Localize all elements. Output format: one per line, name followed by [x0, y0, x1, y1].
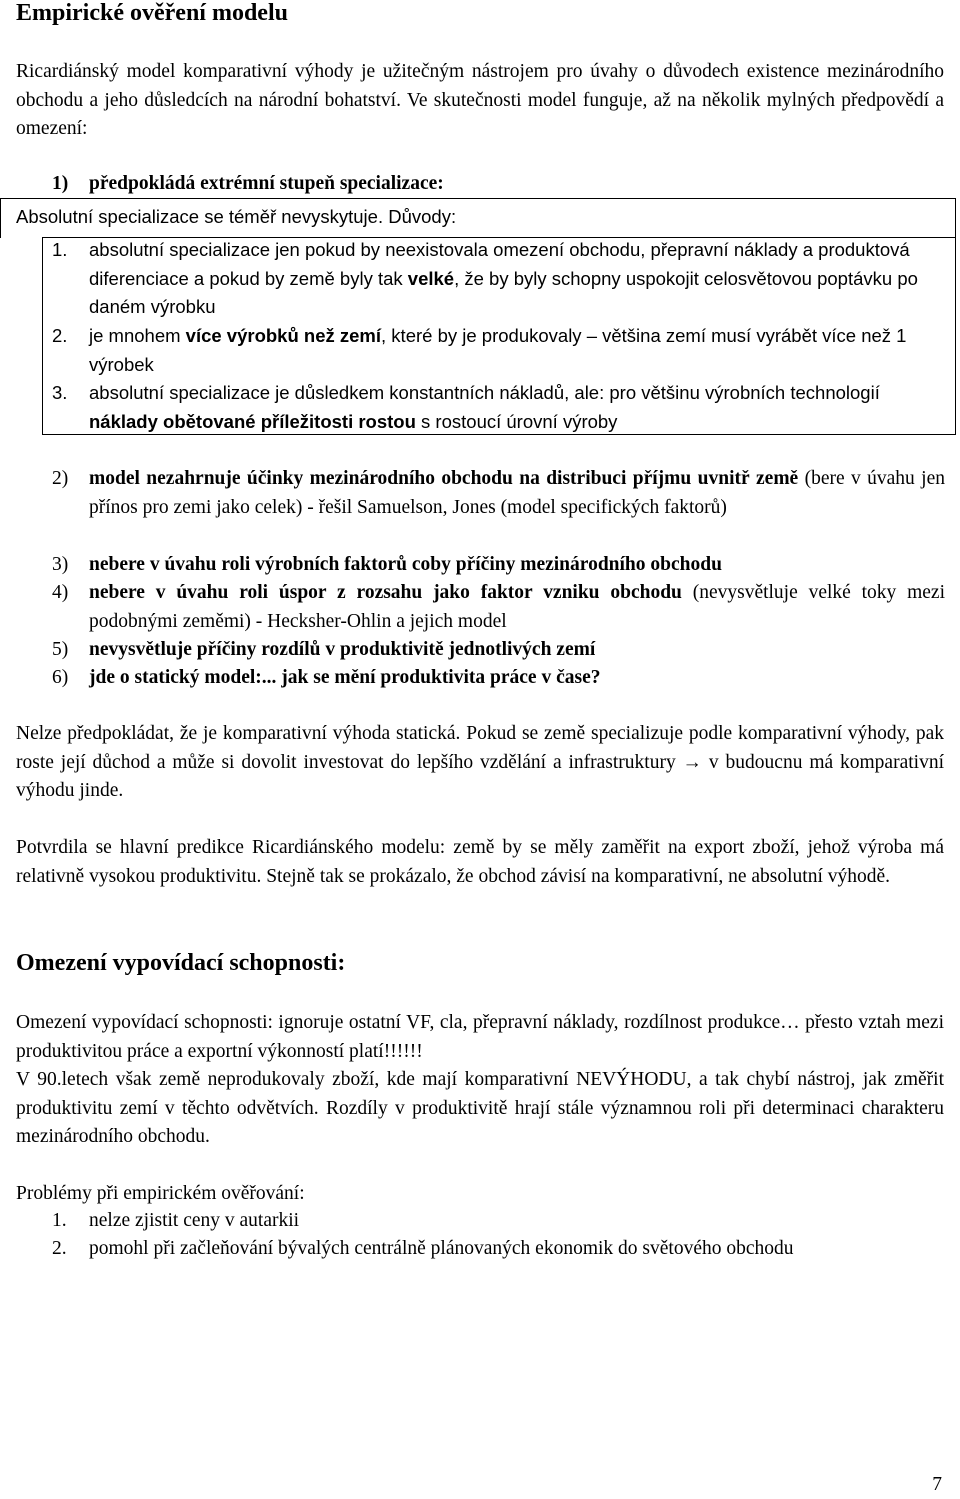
section-heading: Omezení vypovídací schopnosti: — [16, 950, 346, 976]
emphasis-text: více výrobků než zemí — [185, 325, 382, 346]
emphasis-text: nebere v úvahu roli úspor z rozsahu jako faktor vzniku obchodu — [89, 582, 682, 603]
body-text: , že by byly schopny uspokojit celosvětovou poptávku po daném výrobku — [89, 267, 918, 317]
reason-text — [89, 236, 949, 322]
list-item — [89, 664, 949, 693]
item-number: 2) — [52, 468, 69, 489]
page-number: 7 — [932, 1474, 942, 1495]
reason-number: 1. — [52, 239, 68, 260]
list-item — [89, 551, 949, 580]
emphasis-text: nebere v úvahu roli výrobních faktorů coby příčiny mezinárodního obchodu — [89, 554, 722, 575]
reason-text — [89, 379, 949, 436]
item1-heading: předpokládá extrémní stupeň specializace: — [89, 173, 444, 194]
list-item — [89, 579, 945, 636]
emphasis-text: model nezahrnuje účinky mezinárodního obchodu na distribuci příjmu uvnitř země — [89, 468, 799, 489]
list-item — [89, 465, 945, 522]
item-number: 4) — [52, 582, 69, 603]
specialization-note: Absolutní specializace se téměř nevyskytuje. Důvody: — [16, 206, 457, 227]
item-number: 3) — [52, 554, 69, 575]
reason-number: 2. — [52, 325, 68, 346]
page-title: Empirické ověření modelu — [16, 0, 288, 26]
prediction-paragraph: Potvrdila se hlavní predikce Ricardiánského modelu: země by se měly zaměřit na export zboží, jehož výroba má relativně vysokou produktivitu. Stejně tak se prokázalo, že obchod závisí na komparativní, ne absolutní výhodě. — [16, 837, 944, 887]
body-text: absolutní specializace je důsledkem konstantních nákladů, ale: pro většinu výrobních technologií — [89, 382, 880, 403]
item1-number: 1) — [52, 173, 69, 194]
problem-number: 2. — [52, 1238, 67, 1259]
emphasis-text: jde o statický model:... jak se mění produktivita práce v čase? — [89, 667, 601, 688]
body-text: (bere v úvahu jen přínos pro zemi jako celek) - řešil Samuelson, Jones (model specifických faktorů) — [89, 468, 945, 518]
problem-number: 1. — [52, 1210, 67, 1231]
item-number: 5) — [52, 639, 69, 660]
body-text: , které by je produkovaly – většina zemí musí vyrábět více než 1 výrobek — [89, 325, 907, 375]
list-item — [89, 636, 949, 665]
reason-text — [89, 322, 939, 379]
body-text: absolutní specializace jen pokud by neexistovala omezení obchodu, přepravní náklady a produktová diferenciace a pokud by země byly tak — [89, 239, 910, 289]
body-text: je mnohem — [89, 325, 186, 346]
emphasis-text: nevysvětluje příčiny rozdílů v produktivitě jednotlivých zemí — [89, 639, 596, 660]
emphasis-text: velké — [407, 267, 455, 289]
body-text: s rostoucí úrovní výroby — [415, 410, 618, 432]
limits-paragraph: Omezení vypovídací schopnosti: ignoruje ostatní VF, cla, přepravní náklady, rozdílnost produkce… přesto vztah mezi produktivitou práce a exportní výkonností platí!!!!!! — [16, 1012, 944, 1062]
intro-paragraph: Ricardiánský model komparativní výhody je užitečným nástrojem pro úvahy o důvodech existence mezinárodního obchodu a jeho důsledcích na národní bohatství. Ve skutečnosti model funguje, až na několik mylných předpovědí a omezení: — [16, 61, 944, 139]
emphasis-text: náklady obětované příležitosti rostou — [89, 410, 416, 432]
reason-number: 3. — [52, 382, 68, 403]
static-advantage-paragraph: Nelze předpokládat, že je komparativní výhoda statická. Pokud se země specializuje podle komparativní výhody, pak roste její důchod a může si dovolit investovat do lepšího vzdělání a infrastruktury → v budoucnu má komparativní výhodu jinde. — [16, 723, 944, 801]
item-number: 6) — [52, 667, 69, 688]
body-text: (nevysvětluje velké toky mezi podobnými zeměmi) - Hecksher-Ohlin a jejich model — [89, 582, 945, 632]
problems-heading: Problémy při empirickém ověřování: — [16, 1183, 305, 1204]
problem-item: nelze zjistit ceny v autarkii — [89, 1210, 300, 1231]
problem-item: pomohl při začleňování bývalých centrálně plánovaných ekonomik do světového obchodu — [89, 1238, 794, 1259]
limits-paragraph-2: V 90.letech však země neprodukovaly zboží, kde mají komparativní NEVÝHODU, a tak chybí nástroj, jak změřit produktivitu zemí v těchto odvětvích. Rozdíly v produktivitě hrají stále významnou roli při determinaci charakteru mezinárodního obchodu. — [16, 1069, 944, 1147]
